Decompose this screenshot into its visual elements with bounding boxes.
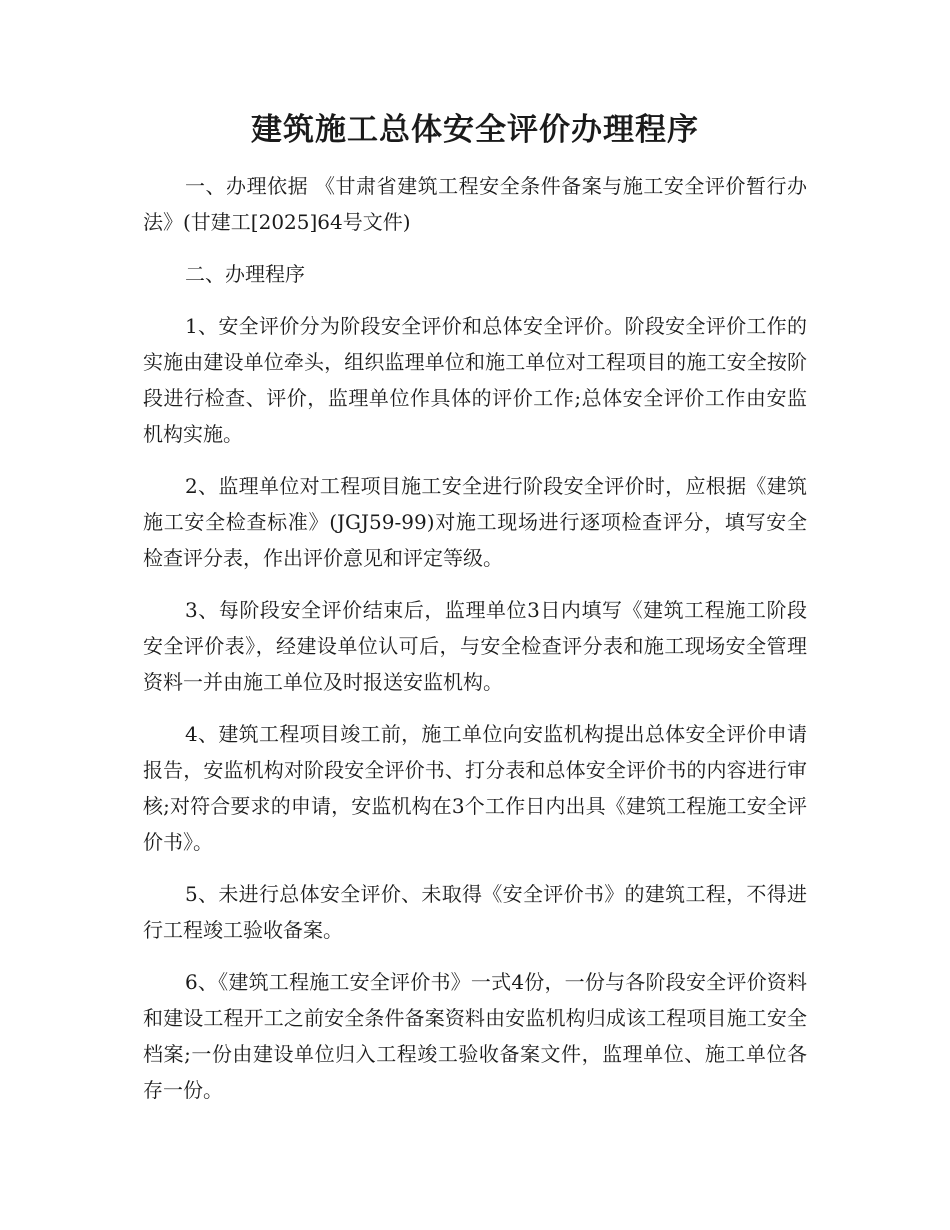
paragraph-item-4: 4、建筑工程项目竣工前，施工单位向安监机构提出总体安全评价申请报告，安监机构对阶段安全评价书、打分表和总体安全评价书的内容进行审核;对符合要求的申请，安监机构在3个工作日内出具《建筑工程施工安全评价书》。	[143, 722, 807, 854]
paragraph-procedure-heading: 二、办理程序	[185, 262, 305, 286]
paragraph-item-5: 5、未进行总体安全评价、未取得《安全评价书》的建筑工程，不得进行工程竣工验收备案。	[143, 882, 807, 942]
paragraph-basis: 一、办理依据 《甘肃省建筑工程安全条件备案与施工安全评价暂行办法》(甘建工[2025]64号文件)	[143, 174, 807, 234]
paragraph-item-2: 2、监理单位对工程项目施工安全进行阶段安全评价时，应根据《建筑施工安全检查标准》(JGJ59-99)对施工现场进行逐项检查评分，填写安全检查评分表，作出评价意见和评定等级。	[143, 474, 807, 570]
paragraph-item-6: 6、《建筑工程施工安全评价书》一式4份，一份与各阶段安全评价资料和建设工程开工之前安全条件备案资料由安监机构归成该工程项目施工安全档案;一份由建设单位归入工程竣工验收备案文件，监理单位、施工单位各存一份。	[143, 970, 807, 1102]
paragraph-item-1: 1、安全评价分为阶段安全评价和总体安全评价。阶段安全评价工作的实施由建设单位牵头，组织监理单位和施工单位对工程项目的施工安全按阶段进行检查、评价，监理单位作具体的评价工作;总体安全评价工作由安监机构实施。	[143, 314, 807, 446]
document-body	[143, 168, 807, 1124]
paragraph-item-3: 3、每阶段安全评价结束后，监理单位3日内填写《建筑工程施工阶段安全评价表》，经建设单位认可后，与安全检查评分表和施工现场安全管理资料一并由施工单位及时报送安监机构。	[143, 598, 807, 694]
document-title: 建筑施工总体安全评价办理程序	[251, 112, 699, 148]
